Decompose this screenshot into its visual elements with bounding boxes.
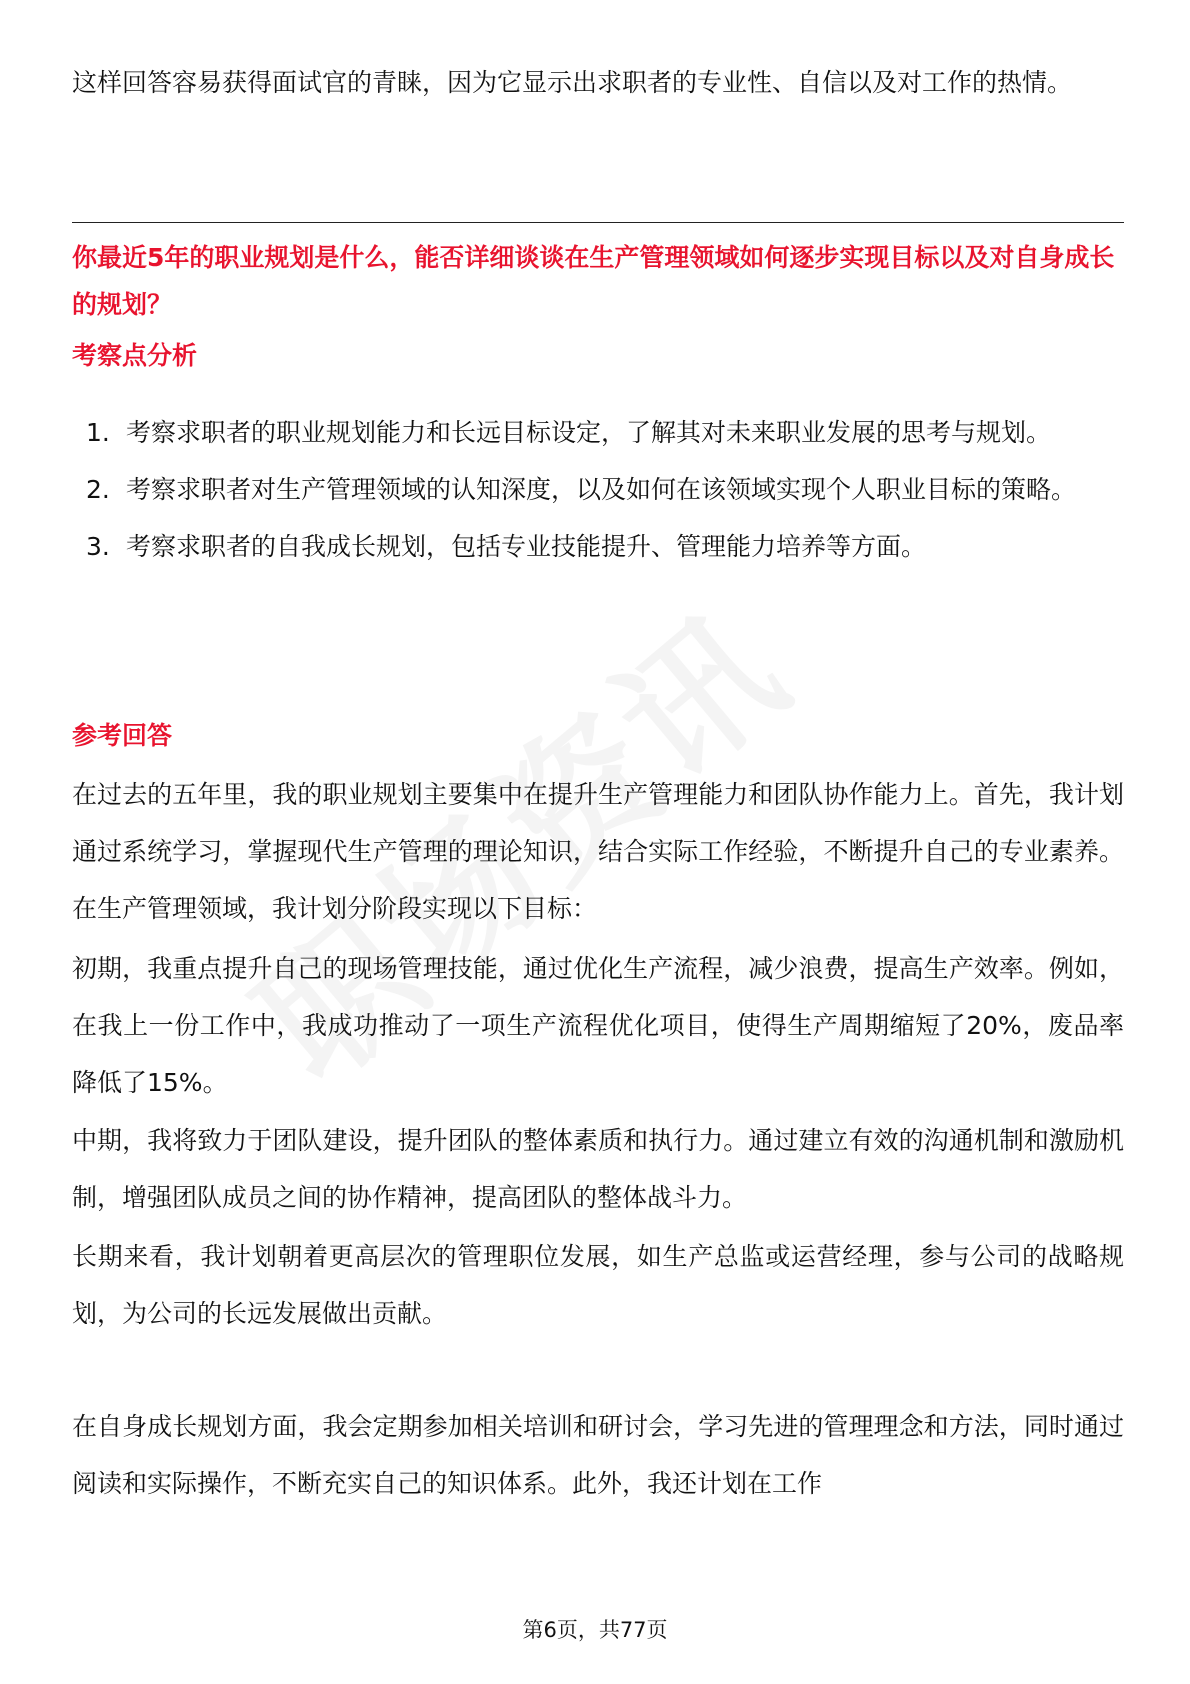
list-text: 考察求职者的职业规划能力和长远目标设定，了解其对未来职业发展的思考与规划。	[126, 418, 1052, 447]
answer-paragraph: 长期来看，我计划朝着更高层次的管理职位发展，如生产总监或运营经理，参与公司的战略规划，为公司的长远发展做出贡献。	[72, 1242, 1124, 1328]
list-text: 考察求职者对生产管理领域的认知深度，以及如何在该领域实现个人职业目标的策略。	[126, 475, 1077, 504]
answer-heading: 参考回答	[72, 721, 173, 750]
list-item	[72, 518, 1124, 575]
page-footer: 第6页，共77页	[522, 1618, 668, 1642]
section-divider	[72, 222, 1124, 223]
list-item	[72, 461, 1124, 518]
question-title: 你最近5年的职业规划是什么，能否详细谈谈在生产管理领域如何逐步实现目标以及对自身成长的规划？	[72, 243, 1115, 319]
answer-paragraph: 中期，我将致力于团队建设，提升团队的整体素质和执行力。通过建立有效的沟通机制和激励机制，增强团队成员之间的协作精神，提高团队的整体战斗力。	[72, 1126, 1124, 1212]
list-number: 1.	[86, 418, 110, 447]
analysis-list	[72, 404, 1124, 575]
answer-paragraph: 在自身成长规划方面，我会定期参加相关培训和研讨会，学习先进的管理理念和方法，同时通过阅读和实际操作，不断充实自己的知识体系。此外，我还计划在工作	[72, 1412, 1124, 1498]
analysis-heading: 考察点分析	[72, 341, 198, 370]
intro-paragraph: 这样回答容易获得面试官的青睐，因为它显示出求职者的专业性、自信以及对工作的热情。	[72, 68, 1073, 97]
answer-paragraph: 在过去的五年里，我的职业规划主要集中在提升生产管理能力和团队协作能力上。首先，我计划通过系统学习，掌握现代生产管理的理论知识，结合实际工作经验，不断提升自己的专业素养。在生产管理领域，我计划分阶段实现以下目标：	[72, 780, 1124, 923]
list-text: 考察求职者的自我成长规划，包括专业技能提升、管理能力培养等方面。	[126, 532, 927, 561]
list-number: 3.	[86, 532, 110, 561]
answer-paragraph: 初期，我重点提升自己的现场管理技能，通过优化生产流程，减少浪费，提高生产效率。例如，在我上一份工作中，我成功推动了一项生产流程优化项目，使得生产周期缩短了20%，废品率降低了15%。	[72, 954, 1124, 1097]
list-number: 2.	[86, 475, 110, 504]
list-item	[72, 404, 1124, 461]
